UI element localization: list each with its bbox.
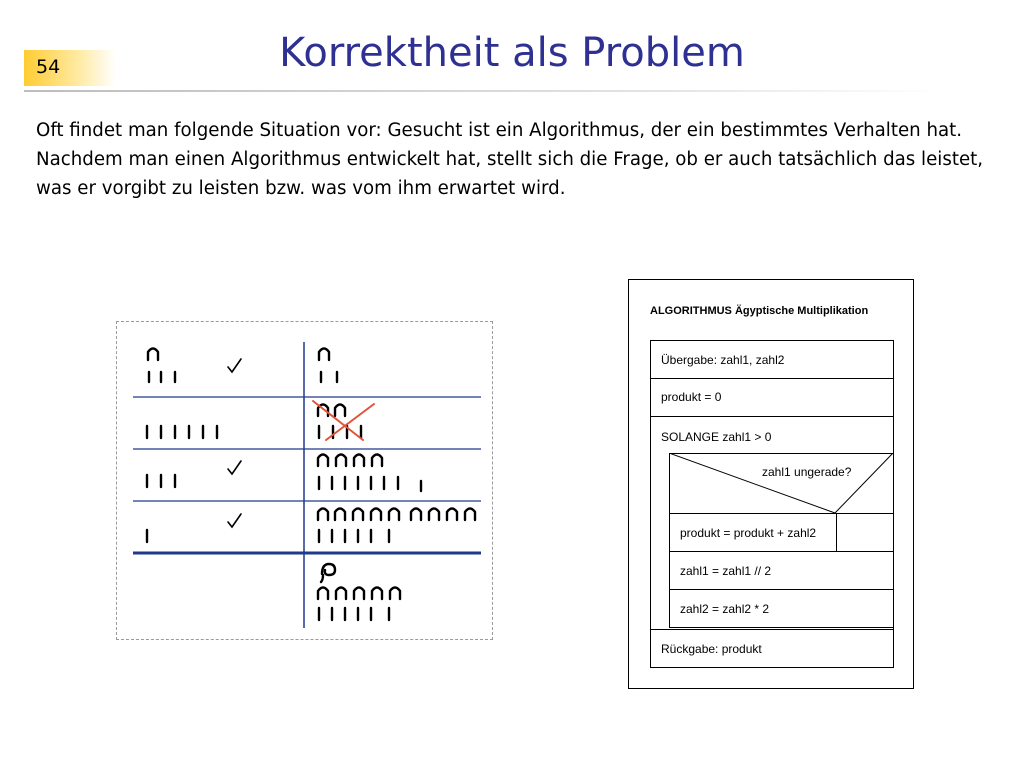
- nsd-else: [836, 513, 894, 552]
- nsd-rueckgabe: Rückgabe: produkt: [650, 629, 894, 668]
- hieroglyph-figure: [116, 321, 493, 640]
- check-icon: [228, 461, 241, 474]
- nsd-then: produkt = produkt + zahl2: [669, 513, 837, 552]
- check-icon: [228, 514, 241, 527]
- hieroglyph-table: [117, 322, 494, 641]
- slide-number: 54: [36, 56, 61, 78]
- nsd-condition-block: [669, 453, 894, 514]
- body-paragraph: Oft findet man folgende Situation vor: Gesucht ist ein Algorithmus, der ein bestimmtes Verhalten hat. Nachdem man einen Algorithmus entwickelt hat, stellt sich die Frage, ob er auch tatsächlich das leistet, was er vorgibt zu leisten bzw. was vom ihm erwartet wird.: [36, 120, 984, 199]
- slide-title: Korrektheit als Problem: [279, 30, 745, 76]
- condition-label: zahl1 ungerade?: [762, 465, 852, 479]
- nsd-init: produkt = 0: [650, 378, 894, 417]
- nsd-loop: SOLANGE zahl1 > 0: [650, 416, 894, 668]
- nsd-step1: zahl1 = zahl1 // 2: [669, 551, 894, 590]
- nsd-step2: zahl2 = zahl2 * 2: [669, 589, 894, 628]
- nsd-uebergabe: Übergabe: zahl1, zahl2: [650, 340, 894, 379]
- check-icon: [228, 359, 241, 372]
- nsd-title: ALGORITHMUS Ägyptische Multiplikation: [650, 305, 869, 317]
- title-divider: [24, 90, 944, 92]
- condition-triangle: [669, 453, 894, 514]
